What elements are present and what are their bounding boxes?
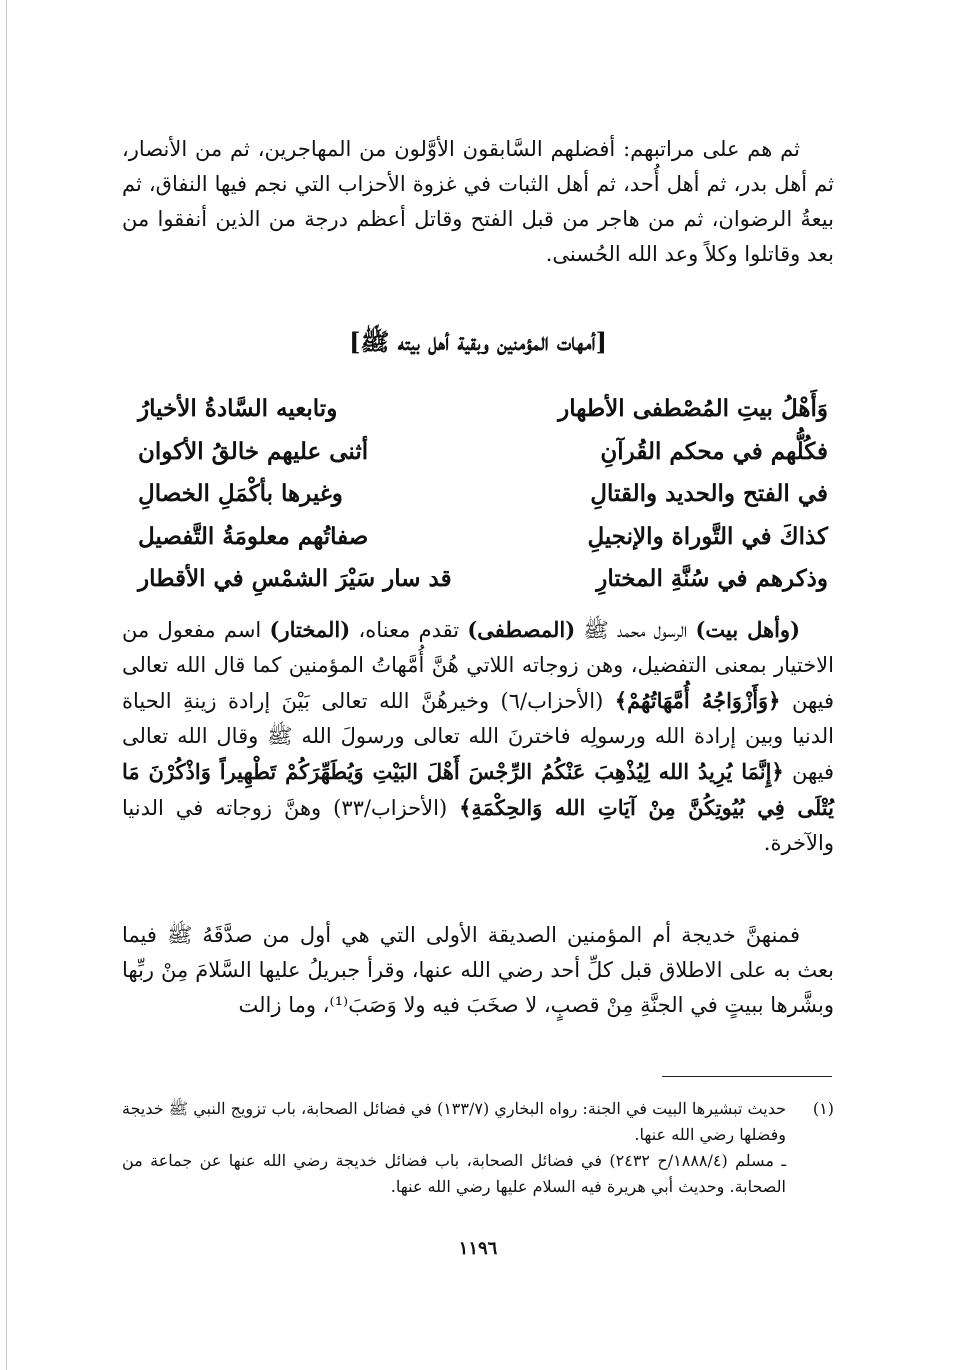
section-heading: [أمهات المؤمنين وبقية أهل بيته ﷺ] [349,327,607,356]
poem-verse [138,516,828,559]
footnote-separator [662,1076,832,1077]
quran-verse: ﴿إِنَّمَا يُرِيدُ الله لِيُذْهِبَ عَنْكُمُ الرِّجْسَ أَهْلَ البَيْتِ وَيُطَهِّرَكُمْ تَطْهِيراً وَاذْكُرْنَ مَا يُتْلَى فِي بُيُوتِكُنَّ مِنْ آيَاتِ الله وَالحِكْمَةِ﴾ [122,759,834,820]
poem-second-hemistich: صفاتُهم معلومَةُ التَّفصيل [138,522,369,550]
intro-paragraph: ثم هم على مراتبهم: أفضلهم السَّابقون الأوَّلون من المهاجرين، ثم من الأنصار، ثم أهل بدر، ثم أهل أُحد، ثم أهل الثبات في غزوة الأحزاب التي نجم فيها النفاق، ثم بيعةُ الرضوان، ثم من هاجر من قبل الفتح وقاتل أعظم درجة من الذين أنفقوا من بعد وقاتلوا وكلاً وعد الله الحُسنى. [122,137,834,266]
poem-first-hemistich: وذكرهم في سُنَّةِ المختارِ [596,565,828,592]
explanation-text: اسم مفعول من الاختيار بمعنى التفضيل، وهن زوجاته اللاتي هُنَّ أُمَّهاتُ المؤمنين كما قال الله تعالى فيهن [122,618,835,713]
poem-first-hemistich: كذاكَ في التَّوراة والإنجيلِ [587,522,828,550]
explanation-paragraph [122,612,834,861]
quran-verse: ﴿وَأَزْوَاجُهُ أُمَّهَاتُهُمْ﴾ [614,688,781,713]
poem-verse [138,388,828,431]
poem-second-hemistich: أثنى عليهم خالقُ الأكوان [138,437,369,465]
explanation-text: تقدم معناه، [350,618,468,642]
explanation-text: (الأحزاب/٦) وخيرهُنَّ الله تعالى بَيْنَ إرادة زينةِ الحياة الدنيا وبين إرادة الله ورسولِه فاخترنَ الله تعالى ورسولَ الله ﷺ وقال الله تعالى فيهن [122,689,835,784]
khadija-paragraph-block [122,918,834,1023]
term-ahl-bayt: (وأهل بيت) [695,617,800,642]
khadija-paragraph: فمنهنَّ خديجة أم المؤمنين الصديقة الأولى التي هي أول من صدَّقَهُ ﷺ فيما بعث به على الاطلاق قبل كلِّ أحد رضي الله عنها، وقرأ جبريلُ عليها السَّلامَ مِنْ ربِّها وبشَّرها ببيتٍ في الجنَّةِ مِنْ قصبٍ، لا صخَبَ فيه ولا وَصَبَ⁽¹⁾، وما زالت [122,923,834,1017]
poem-first-hemistich: وَأَهْلُ بيتِ المُصْطفى الأطهار [558,395,828,422]
scan-edge-line [6,0,7,1370]
poem-verses [138,388,828,601]
poem-verse [138,431,828,474]
page-number: ١١٩٦ [458,1238,498,1259]
term-mukhtar: (المختار) [269,617,351,642]
intro-paragraph-block [122,132,834,272]
footnote-item [122,1096,834,1200]
footnote-line: حديث تبشيرها البيت في الجنة: رواه البخاري (١٣٣/٧) في فضائل الصحابة، باب تزويج النبي ﷺ خديجة وفضلها رضي الله عنها. [122,1099,786,1144]
explanation-paragraph-block [122,612,834,861]
footnote-body [122,1096,786,1200]
poem-first-hemistich: فكُلُّهم في محكم القُرآنِ [600,437,828,465]
poem-second-hemistich: وتابعيه السَّادةُ الأخيارُ [138,395,338,422]
footnote-line: ـ مسلم (١٨٨٨/٤/ح ٢٤٣٢) في فضائل الصحابة، باب فضائل خديجة رضي الله عنها عن جماعة من الصحابة. وحديث أبي هريرة فيه السلام عليها رضي الله عنها. [122,1151,787,1196]
poem-second-hemistich: قد سار سَيْرَ الشمْسِ في الأقطار [138,565,452,592]
term-mustafa: (المصطفى) [467,617,576,642]
explanation-text: الرسول محمد ﷺ [575,618,696,642]
poem-verse [138,473,828,516]
footnotes [122,1096,834,1200]
poem-verse [138,558,828,601]
footnote-number: (١) [812,1099,834,1118]
poem-first-hemistich: في الفتح والحديد والقتالِ [590,480,828,507]
explanation-text: (الأحزاب/٣٣) وهنَّ زوجاته في الدنيا والآخرة. [122,796,834,855]
poem-second-hemistich: وغيرها بأكْمَلِ الخصالِ [138,480,343,507]
